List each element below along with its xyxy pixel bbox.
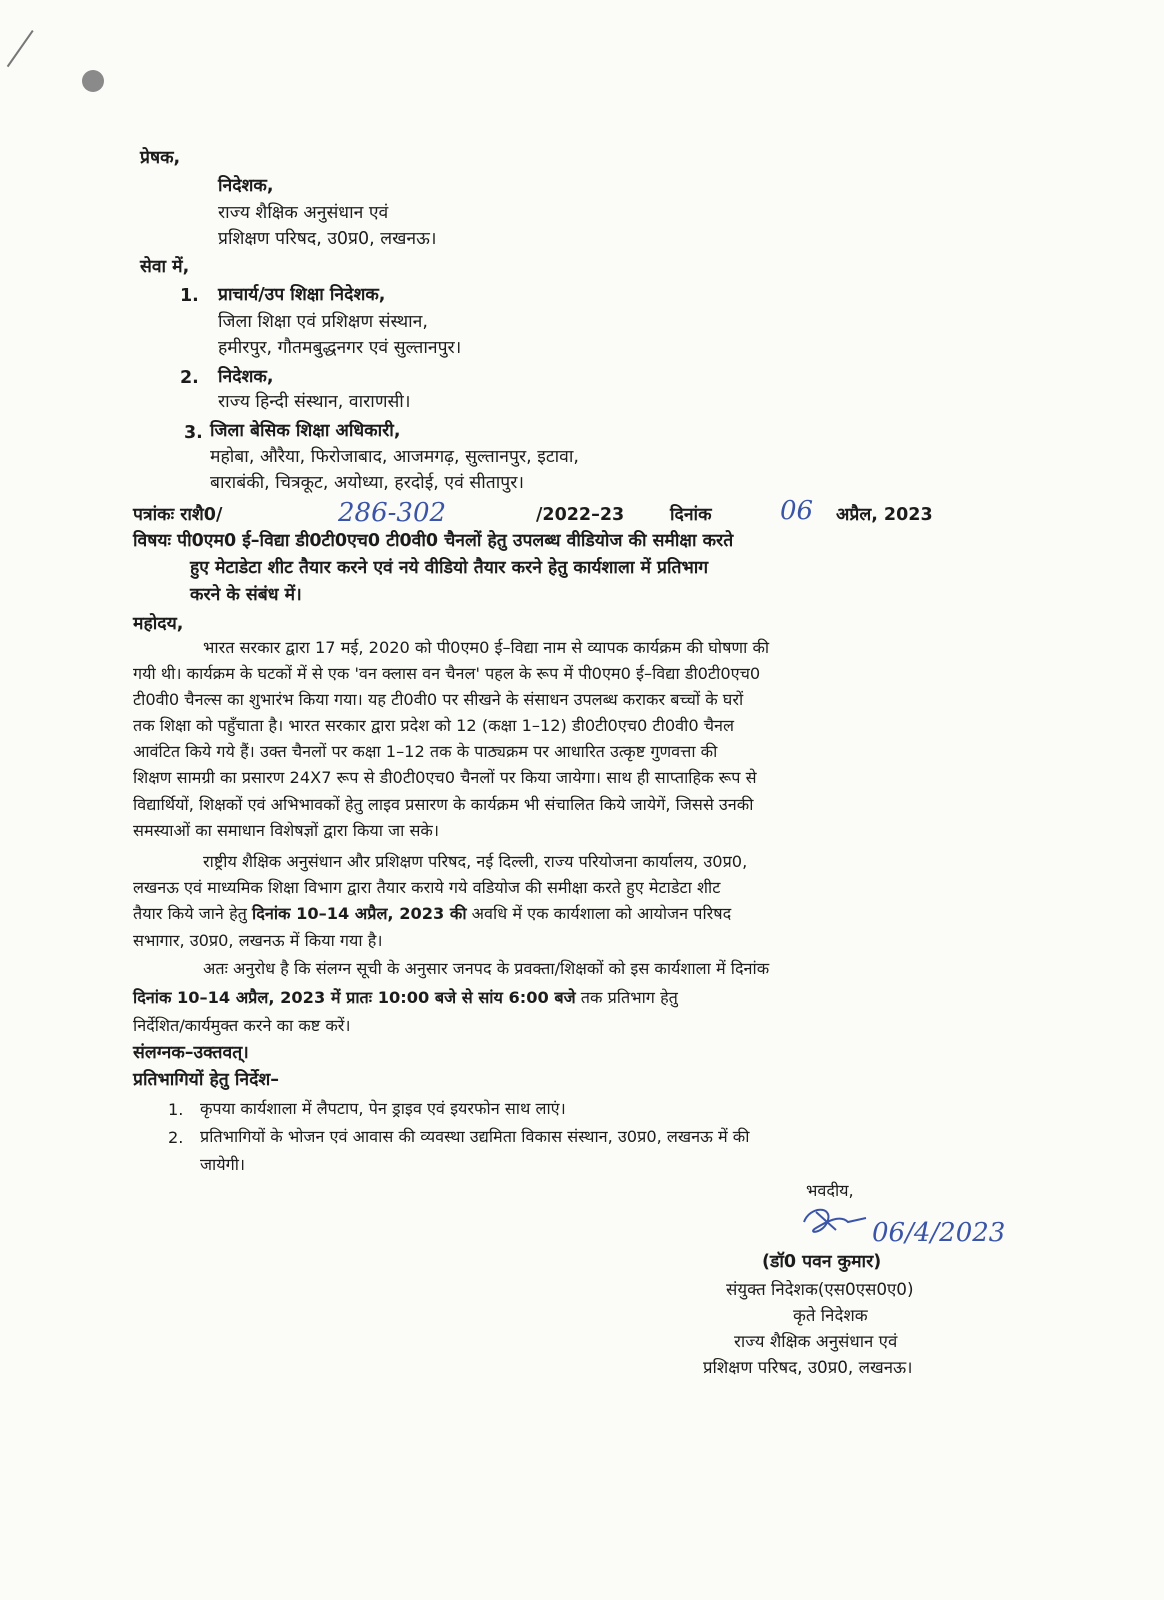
para2-line3-post: अवधि में एक कार्यशाला को आयोजन परिषद: [471, 904, 732, 923]
instruction-text: कृपया कार्यशाला में लैपटाप, पेन ड्राइव एवं इयरफोन साथ लाएं।: [200, 1099, 566, 1118]
instruction-num: 1.: [168, 1100, 184, 1119]
recipient-title: जिला बेसिक शिक्षा अधिकारी,: [210, 421, 401, 441]
letter-month-year: अप्रैल, 2023: [836, 505, 933, 525]
recipient-num: 3.: [184, 423, 203, 443]
para3-line: निर्देशित/कार्यमुक्त करने का कष्ट करें।: [133, 1016, 351, 1035]
para2-line3-pre: तैयार किये जाने हेतु: [133, 904, 247, 923]
para3-dates-time: दिनांक 10–14 अप्रैल, 2023 में प्रातः 10:00 बजे से सांय 6:00 बजे: [133, 988, 576, 1007]
sender-title: निदेशक,: [218, 176, 274, 196]
sender-org-line1: राज्य शैक्षिक अनुसंधान एवं: [218, 203, 389, 223]
salutation: महोदय,: [133, 614, 184, 634]
para1-line: गयी थी। कार्यक्रम के घटकों में से एक 'वन क्लास वन चैनल' पहल के रूप में पी0एम0 ई–विद्या डी0टी0एच0: [133, 664, 761, 683]
handwritten-day: 06: [780, 496, 814, 526]
recipient-num: 2.: [180, 368, 199, 388]
para1-line: तक शिक्षा को पहुँचाता है। भारत सरकार द्वारा प्रदेश को 12 (कक्षा 1–12) डी0टी0एच0 टी0वी0 चैनल: [133, 716, 735, 735]
instruction-num: 2.: [168, 1128, 184, 1147]
subject-line3: करने के संबंध में।: [190, 585, 302, 605]
recipient-num: 1.: [180, 286, 199, 306]
para1-line: शिक्षण सामग्री का प्रसारण 24X7 रूप से डी0टी0एच0 चैनलों पर किया जायेगा। साथ ही साप्ताहिक रूप से: [133, 768, 757, 787]
sender-org-line2: प्रशिक्षण परिषद, उ0प्र0, लखनऊ।: [218, 229, 437, 249]
closing: भवदीय,: [806, 1181, 854, 1200]
recipient-line: महोबा, औरैया, फिरोजाबाद, आजमगढ़, सुल्तानपुर, इटावा,: [210, 447, 579, 467]
para1-line: आवंटित किये गये हैं। उक्त चैनलों पर कक्षा 1–12 तक के पाठ्यक्रम पर आधारित उत्कृष्ट गुणवत्ता की: [133, 742, 718, 761]
para2-line3: [133, 903, 731, 925]
para3-line: अतः अनुरोध है कि संलग्न सूची के अनुसार जनपद के प्रवक्ता/शिक्षकों को इस कार्यशाला में दिनांक: [203, 959, 770, 978]
subject-line2: हुए मेटाडेटा शीट तैयार करने एवं नये वीडियो तैयार करने हेतु कार्यशाला में प्रतिभाग: [190, 558, 709, 578]
para1-line: भारत सरकार द्वारा 17 मई, 2020 को पी0एम0 ई–विद्या नाम से व्यापक कार्यक्रम की घोषणा की: [203, 638, 770, 657]
para2-line: सभागार, उ0प्र0, लखनऊ में किया गया है।: [133, 931, 383, 950]
pen-mark: [7, 30, 34, 67]
enclosure: संलग्नक–उक्तवत्।: [133, 1043, 249, 1063]
recipients-label: सेवा में,: [140, 257, 190, 277]
instruction-text: प्रतिभागियों के भोजन एवं आवास की व्यवस्था उद्यमिता विकास संस्थान, उ0प्र0, लखनऊ में की: [200, 1127, 750, 1146]
recipient-title: निदेशक,: [218, 367, 274, 387]
instructions-heading: प्रतिभागियों हेतु निर्देश–: [133, 1070, 280, 1090]
para1-line: टी0वी0 चैनल्स का शुभारंभ किया गया। यह टी0वी0 पर सीखने के संसाधन उपलब्ध कराकर बच्चों के घरों: [133, 690, 744, 709]
handwritten-letter-number: 286-302: [338, 498, 447, 528]
para1-line: समस्याओं का समाधान विशेषज्ञों द्वारा किया जा सके।: [133, 821, 439, 840]
handwritten-sign-date: 06/4/2023: [872, 1218, 1006, 1248]
subject-line1: विषयः पी0एम0 ई–विद्या डी0टी0एच0 टी0वी0 चैनलों हेतु उपलब्ध वीडियोज की समीक्षा करते: [133, 531, 734, 551]
sender-label: प्रेषक,: [140, 148, 181, 168]
letter-year: /2022–23: [536, 505, 625, 525]
para2-line: लखनऊ एवं माध्यमिक शिक्षा विभाग द्वारा तैयार कराये गये वडियोज की समीक्षा करते हुए मेटाडेटा शीट: [133, 878, 721, 897]
para3-line2-post: तक प्रतिभाग हेतु: [580, 988, 678, 1007]
recipient-line: जिला शिक्षा एवं प्रशिक्षण संस्थान,: [218, 312, 428, 332]
para2-line: राष्ट्रीय शैक्षिक अनुसंधान और प्रशिक्षण परिषद, नई दिल्ली, राज्य परियोजना कार्यालय, उ0प्र0,: [203, 852, 748, 871]
para1-line: विद्यार्थियों, शिक्षकों एवं अभिभावकों हेतु लाइव प्रसारण के कार्यक्रम भी संचालित किये जायेगें, जिससे उनकी: [133, 795, 754, 814]
signatory-org-line2: प्रशिक्षण परिषद, उ0प्र0, लखनऊ।: [703, 1357, 913, 1377]
signatory-for: कृते निदेशक: [793, 1305, 868, 1325]
letter-number-prefix: पत्रांकः राशै0/: [133, 505, 223, 525]
para3-line2: [133, 987, 678, 1009]
recipient-line: हमीरपुर, गौतमबुद्धनगर एवं सुल्तानपुर।: [218, 338, 462, 358]
signatory-designation: संयुक्त निदेशक(एस0एस0ए0): [726, 1279, 914, 1299]
recipient-line: बाराबंकी, चित्रकूट, अयोध्या, हरदोई, एवं सीतापुर।: [210, 473, 524, 493]
instruction-text-cont: जायेगी।: [200, 1155, 246, 1174]
signatory-name: (डॉ0 पवन कुमार): [762, 1252, 882, 1272]
recipient-line: राज्य हिन्दी संस्थान, वाराणसी।: [218, 392, 411, 412]
punch-hole: [82, 70, 104, 92]
recipient-title: प्राचार्य/उप शिक्षा निदेशक,: [218, 285, 386, 305]
date-label: दिनांक: [670, 505, 712, 525]
para2-dates: दिनांक 10–14 अप्रैल, 2023 की: [252, 904, 467, 923]
signatory-org-line1: राज्य शैक्षिक अनुसंधान एवं: [734, 1331, 898, 1351]
